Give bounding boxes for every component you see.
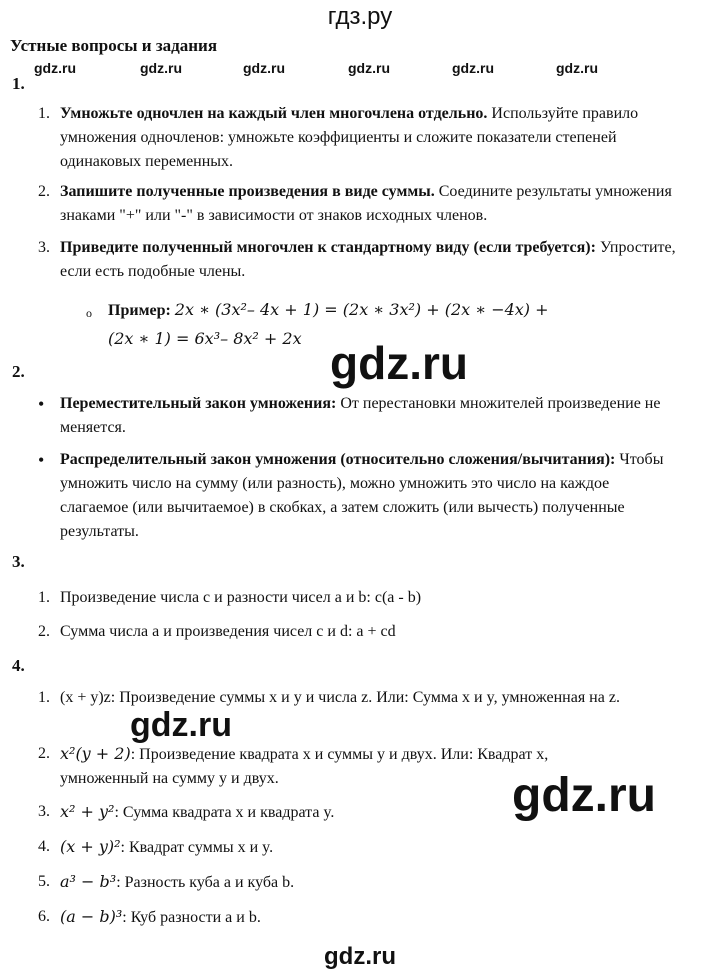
- list-item: [38, 870, 698, 895]
- bullet-icon: •: [38, 394, 45, 414]
- item-number: 3.: [38, 803, 50, 820]
- item-heading: Приведите полученный многочлен к стандартному виду (если требуется):: [60, 239, 596, 256]
- example-formula-line1: 2x ∗ (3x²– 4x + 1) = (2x ∗ 3x²) + (2x ∗ −4x) +: [174, 300, 549, 319]
- item-text: Упростите, если есть подобные члены.: [60, 239, 676, 280]
- watermark-large: gdz.ru: [512, 769, 656, 822]
- bullet-icon: •: [38, 450, 45, 470]
- watermark-large: gdz.ru: [330, 337, 468, 389]
- item-text: Соедините результаты умножения знаками "+" или "-" в зависимости от знаков исходных членов.: [60, 183, 672, 224]
- item-text: От перестановки множителей произведение не меняется.: [60, 395, 661, 436]
- item-text: Произведение числа c и разности чисел a и b: c(a - b): [60, 589, 422, 606]
- list-item: [38, 236, 698, 284]
- item-text: : Куб разности a и b.: [122, 909, 261, 926]
- item-text: : Разность куба a и куба b.: [116, 874, 295, 891]
- watermark: gdz.ru: [243, 60, 285, 76]
- item-text: : Сумма квадрата x и квадрата y.: [114, 804, 335, 821]
- item-expression: x² + y²: [60, 802, 115, 821]
- item-number: 2.: [38, 745, 50, 762]
- site-header: гдз.ру: [327, 3, 393, 30]
- item-number: 3.: [38, 239, 50, 256]
- footer-watermark: gdz.ru: [324, 943, 396, 970]
- circle-bullet-icon: o: [86, 306, 92, 320]
- item-number: 6.: [38, 908, 50, 925]
- item-number: 1.: [38, 689, 50, 706]
- item-heading: Распределительный закон умножения (относительно сложения/вычитания):: [60, 451, 616, 468]
- item-expression: (x + y)²: [60, 837, 121, 856]
- watermark: gdz.ru: [556, 60, 598, 76]
- item-expression: (a − b)³: [60, 907, 123, 926]
- item-text: Сумма числа a и произведения чисел c и d: a + cd: [60, 623, 396, 640]
- watermark: gdz.ru: [348, 60, 390, 76]
- item-expression: a³ − b³: [60, 872, 117, 891]
- list-item: [38, 620, 698, 644]
- item-number: 2.: [38, 623, 50, 640]
- item-text: Чтобы умножить число на сумму (или разность), можно умножить это число на каждое слагаемое (или вычитаемое) в скобках, а затем сложить (или вычесть) полученные результаты.: [60, 451, 664, 540]
- section-title: Устные вопросы и задания: [10, 36, 218, 55]
- list-item: [38, 392, 698, 440]
- watermark: gdz.ru: [140, 60, 182, 76]
- item-number: 5.: [38, 873, 50, 890]
- question-number: 1.: [12, 74, 25, 93]
- item-text: : Произведение суммы x и y и числа z. Или: Сумма x и y, умноженная на z.: [110, 689, 620, 706]
- item-number: 2.: [38, 183, 50, 200]
- item-heading: Переместительный закон умножения:: [60, 395, 337, 412]
- item-number: 1.: [38, 105, 50, 122]
- list-item: [38, 905, 698, 930]
- item-heading: Умножьте одночлен на каждый член многочлена отдельно.: [60, 105, 488, 122]
- question-number: 4.: [12, 656, 25, 675]
- watermark-large: gdz.ru: [130, 706, 232, 744]
- question-number: 2.: [12, 362, 25, 381]
- item-expression: (x + y)z: [60, 689, 111, 706]
- example-formula-line2: (2x ∗ 1) = 6x³– 8x² + 2x: [108, 329, 302, 348]
- item-number: 4.: [38, 838, 50, 855]
- list-item: [38, 448, 668, 544]
- list-item: [38, 835, 698, 860]
- item-text: Используйте правило умножения одночленов: умножьте коэффициенты и сложите показатели степеней одинаковых переменных.: [60, 105, 639, 170]
- item-text: : Квадрат суммы x и y.: [120, 839, 274, 856]
- question-number: 3.: [12, 552, 25, 571]
- item-heading: Запишите полученные произведения в виде суммы.: [60, 183, 435, 200]
- watermark: gdz.ru: [34, 60, 76, 76]
- example-label: Пример:: [108, 302, 171, 319]
- list-item: [38, 800, 698, 825]
- list-item: [38, 180, 698, 228]
- item-text: : Произведение квадрата x и суммы y и двух. Или: Квадрат x, умноженный на сумму y и двух.: [60, 746, 549, 787]
- list-item: [38, 102, 698, 174]
- list-item: [38, 586, 698, 610]
- watermark: gdz.ru: [452, 60, 494, 76]
- item-expression: x²(y + 2): [60, 744, 131, 763]
- item-number: 1.: [38, 589, 50, 606]
